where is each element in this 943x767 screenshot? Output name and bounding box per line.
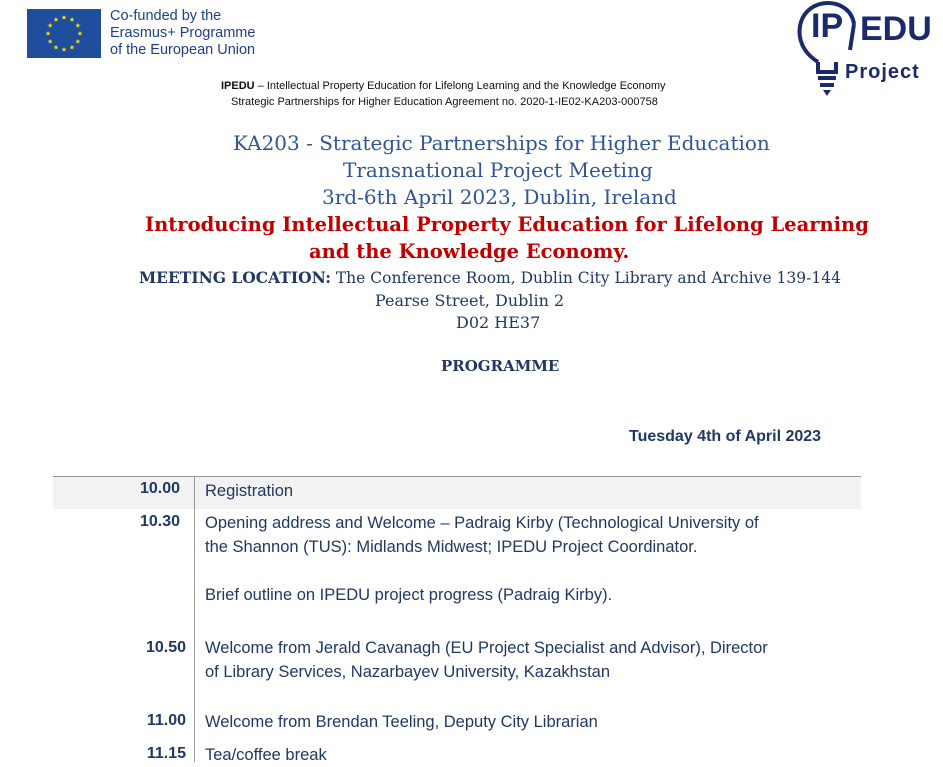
meeting-title-line-2: and the Knowledge Economy. bbox=[309, 240, 630, 263]
agreement-line: Strategic Partnerships for Higher Education Agreement no. 2020-1-IE02-KA203-000758 bbox=[231, 96, 658, 108]
meeting-line-3: 3rd-6th April 2023, Dublin, Ireland bbox=[322, 185, 677, 209]
location-label: MEETING LOCATION: bbox=[139, 268, 331, 287]
project-header-line bbox=[221, 80, 666, 92]
schedule-line: the Shannon (TUS): Midlands Midwest; IPEDU Project Coordinator. bbox=[205, 538, 698, 556]
schedule-time: 11.00 bbox=[146, 712, 186, 729]
project-full-name: – Intellectual Property Education for Lifelong Learning and the Knowledge Economy bbox=[254, 80, 666, 92]
schedule-line: Welcome from Jerald Cavanagh (EU Project Specialist and Advisor), Director bbox=[205, 639, 768, 657]
schedule-time: 10.50 bbox=[145, 639, 186, 656]
logo-ip-text: IP bbox=[811, 7, 844, 45]
schedule-item bbox=[205, 511, 845, 559]
schedule-item bbox=[205, 636, 845, 684]
schedule-item-extra: Brief outline on IPEDU project progress (Padraig Kirby). bbox=[205, 586, 613, 604]
schedule-item bbox=[205, 743, 845, 767]
eu-stars-icon bbox=[27, 9, 101, 58]
schedule-line: Opening address and Welcome – Padraig Kirby (Technological University of bbox=[205, 514, 759, 532]
meeting-line-2: Transnational Project Meeting bbox=[343, 158, 653, 182]
location-line-3: D02 HE37 bbox=[456, 313, 541, 332]
schedule-time: 11.15 bbox=[146, 745, 186, 762]
logo-edu-text: EDU bbox=[860, 10, 932, 48]
location-line-2: Pearse Street, Dublin 2 bbox=[375, 291, 565, 310]
programme-heading: PROGRAMME bbox=[441, 357, 560, 375]
location-text: The Conference Room, Dublin City Library and Archive 139-144 bbox=[330, 269, 841, 287]
schedule-line: of Library Services, Nazarbayev University, Kazakhstan bbox=[205, 663, 611, 681]
location-line-1 bbox=[139, 268, 841, 287]
schedule-time: 10.00 bbox=[139, 480, 180, 497]
schedule-time: 10.30 bbox=[139, 513, 180, 530]
day-heading: Tuesday 4th of April 2023 bbox=[629, 428, 822, 445]
schedule-item bbox=[205, 479, 845, 503]
funding-line-2: Erasmus+ Programme bbox=[110, 25, 256, 41]
project-abbr: IPEDU bbox=[221, 80, 255, 92]
meeting-title-line-1: Introducing Intellectual Property Education for Lifelong Learning bbox=[145, 213, 869, 236]
schedule-line: Registration bbox=[205, 482, 294, 500]
logo-project-text: Project bbox=[845, 61, 920, 83]
table-column-divider bbox=[194, 477, 195, 762]
funding-line-3: of the European Union bbox=[110, 42, 256, 58]
funding-statement bbox=[110, 8, 290, 59]
meeting-line-1: KA203 - Strategic Partnerships for Higher Education bbox=[233, 131, 770, 155]
eu-flag-icon bbox=[27, 9, 101, 58]
schedule-line: Welcome from Brendan Teeling, Deputy City Librarian bbox=[205, 713, 598, 731]
funding-line-1: Co-funded by the bbox=[110, 8, 222, 24]
schedule-item bbox=[205, 710, 845, 734]
schedule-line: Tea/coffee break bbox=[205, 746, 327, 764]
